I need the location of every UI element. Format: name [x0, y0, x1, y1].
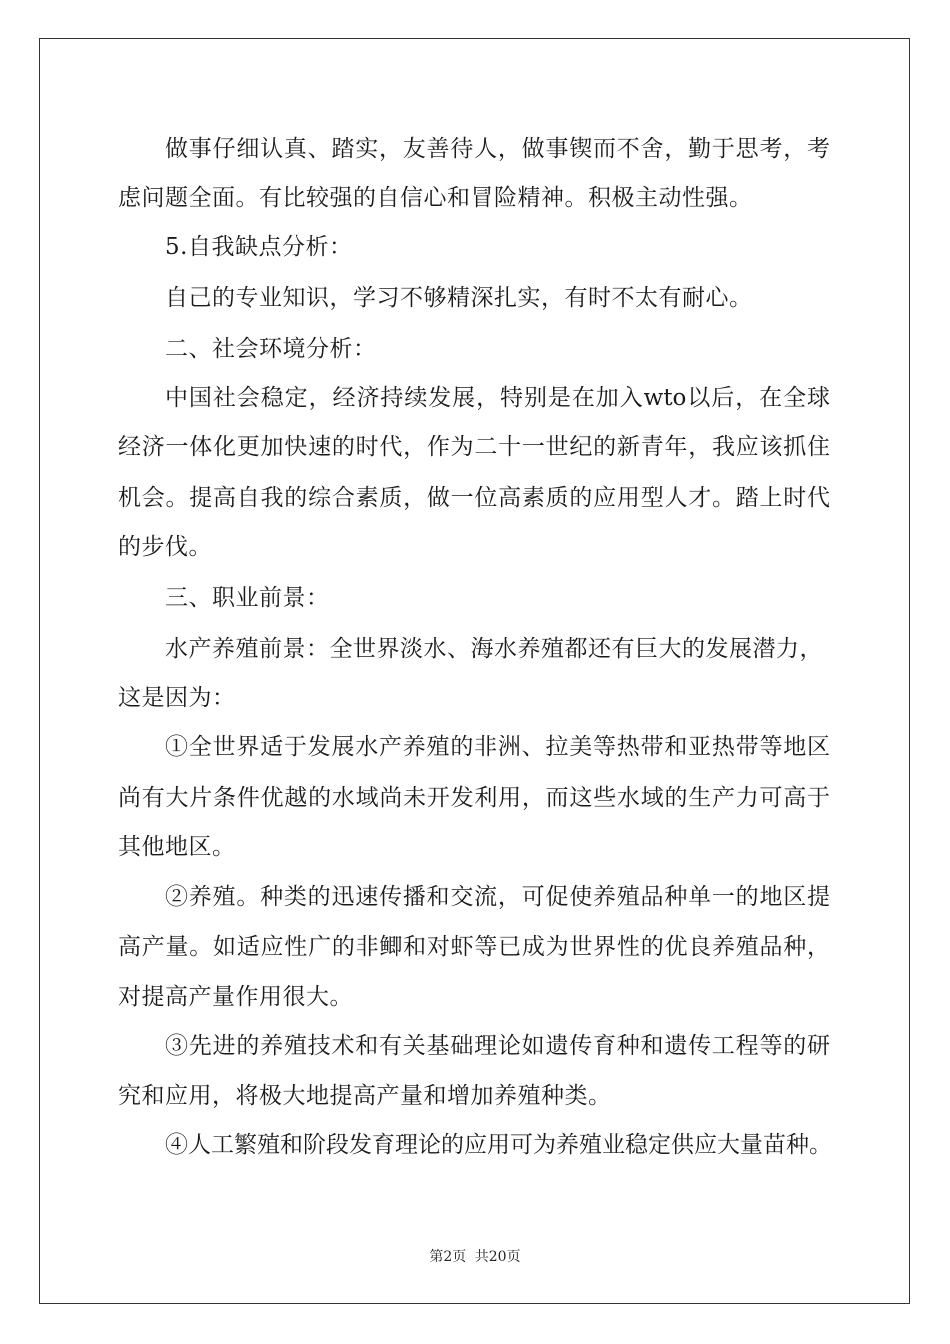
- paragraph-line: ④人工繁殖和阶段发育理论的应用可为养殖业稳定供应大量苗种。: [165, 1132, 832, 1158]
- paragraph-line: 其他地区。: [118, 834, 236, 860]
- paragraph-line: 经济一体化更加快速的时代，作为二十一世纪的新青年，我应该抓住: [118, 434, 830, 460]
- paragraph-line: 机会。提高自我的综合素质，做一位高素质的应用型人才。踏上时代: [118, 485, 830, 511]
- paragraph-line: 水产养殖前景：全世界淡水、海水养殖都还有巨大的发展潜力，: [165, 636, 823, 662]
- paragraph-line: 做事仔细认真、踏实，友善待人，做事锲而不舍，勤于思考，考: [165, 136, 830, 162]
- paragraph-line: ③先进的养殖技术和有关基础理论如遗传育种和遗传工程等的研: [165, 1033, 830, 1059]
- page-number: 第2页: [429, 1249, 467, 1265]
- section-heading: 三、职业前景：: [165, 585, 330, 611]
- section-heading: 5.自我缺点分析：: [165, 234, 353, 260]
- section-heading: 二、社会环境分析：: [165, 336, 377, 362]
- paragraph-line: 高产量。如适应性广的非鲫和对虾等已成为世界性的优良养殖品种，: [118, 934, 830, 960]
- paragraph-line: 虑问题全面。有比较强的自信心和冒险精神。积极主动性强。: [118, 185, 753, 211]
- paragraph-line: 这是因为：: [118, 685, 236, 711]
- paragraph-line: 究和应用，将极大地提高产量和增加养殖种类。: [118, 1083, 612, 1109]
- page-footer: [0, 1246, 950, 1266]
- paragraph-line: 尚有大片条件优越的水域尚未开发利用，而这些水域的生产力可高于: [118, 785, 830, 811]
- paragraph-line: 对提高产量作用很大。: [118, 984, 353, 1010]
- paragraph-line: ①全世界适于发展水产养殖的非洲、拉美等热带和亚热带等地区: [165, 734, 830, 760]
- page-total: 共20页: [474, 1249, 521, 1265]
- paragraph-line: ②养殖。种类的迅速传播和交流，可促使养殖品种单一的地区提: [165, 884, 830, 910]
- paragraph-line: 中国社会稳定，经济持续发展，特别是在加入wto以后，在全球: [165, 385, 830, 411]
- paragraph-line: 的步伐。: [118, 534, 212, 560]
- page-border: [39, 38, 910, 1304]
- paragraph-line: 自己的专业知识，学习不够精深扎实，有时不太有耐心。: [165, 285, 753, 311]
